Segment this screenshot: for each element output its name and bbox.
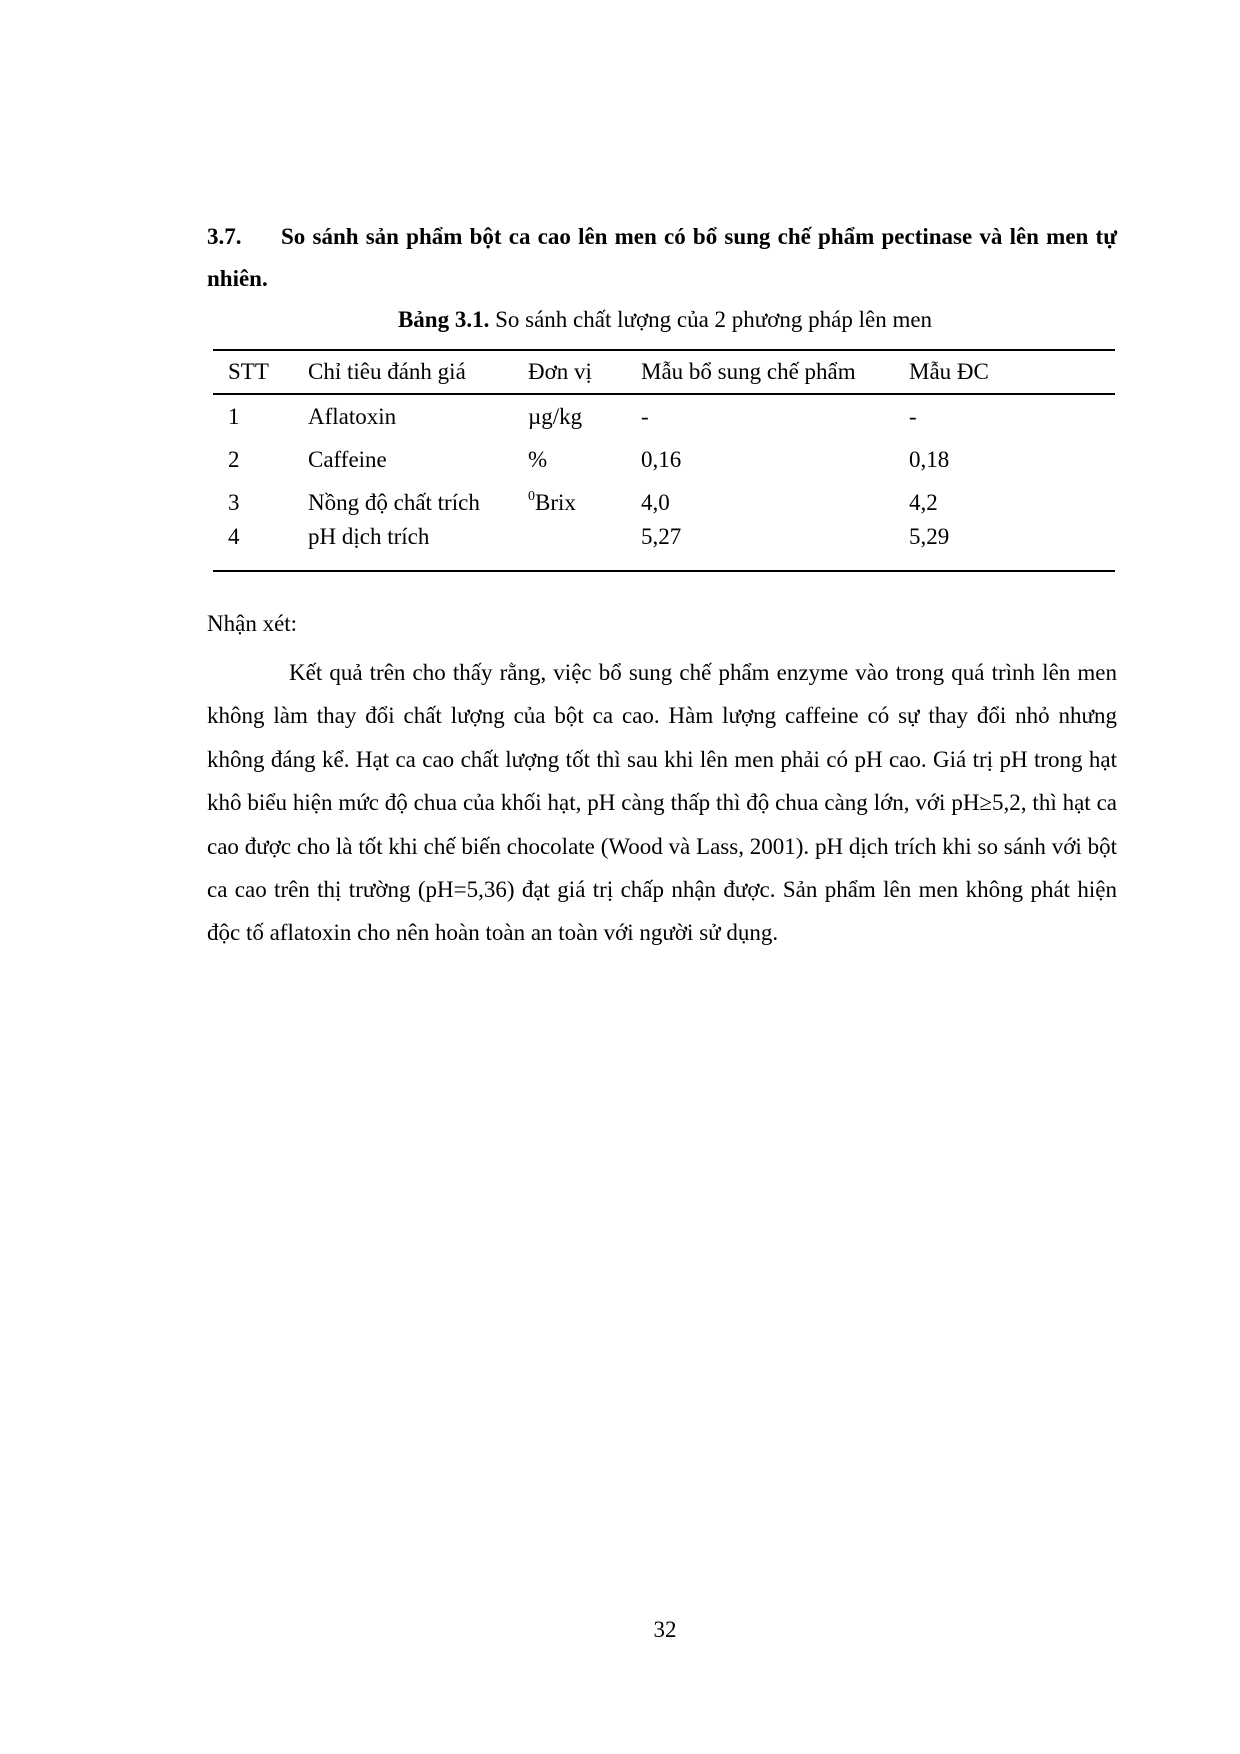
cell-control: 0,18 [909,446,950,472]
table-header-row [213,350,1115,394]
cell-unit [528,524,641,571]
section-title: So sánh sản phẩm bột ca cao lên men có bổ sung chế phẩm pectinase và lên men tự nhiên. [207,224,1117,291]
cell-sample: 4,0 [641,489,670,515]
table-row [213,524,1115,571]
table-row [213,394,1115,438]
cell-control: 4,2 [909,489,938,515]
cell-unit-text: % [528,446,548,472]
cell-unit [528,438,641,481]
cell-criterion: Aflatoxin [308,403,397,429]
cell-criterion: Nồng độ chất trích [308,489,480,515]
comparison-table [213,349,1115,572]
cell-unit [528,481,641,524]
remark-label: Nhận xét: [207,611,298,636]
table-caption-label: Bảng 3.1. [397,307,490,332]
header-sample: Mẫu bổ sung chế phẩm [641,350,909,394]
header-stt: STT [213,350,308,394]
cell-unit [528,394,641,438]
cell-criterion: pH dịch trích [308,524,528,571]
cell-sample: 0,16 [641,446,682,472]
cell-control: - [909,403,917,429]
table-caption-text: So sánh chất lượng của 2 phương pháp lên men [489,307,933,332]
cell-sample: 5,27 [641,524,909,571]
cell-criterion: Caffeine [308,446,387,472]
header-criterion: Chỉ tiêu đánh giá [308,350,528,394]
cell-unit-text: Brix [535,489,576,515]
remark-paragraph: Kết quả trên cho thấy rằng, việc bổ sung chế phẩm enzyme vào trong quá trình lên men không làm thay đổi chất lượng của bột ca cao. Hàm lượng caffeine có sự thay đổi nhỏ nhưng không đáng kể. Hạt ca cao chất lượng tốt thì sau khi lên men phải có pH cao. Giá trị pH trong hạt khô biểu hiện mức độ chua của khối hạt, pH càng thấp thì độ chua càng lớn, với pH≥5,2, thì hạt ca cao được cho là tốt khi chế biến chocolate (Wood và Lass, 2001). pH dịch trích khi so sánh với bột ca cao trên thị trường (pH=5,36) đạt giá trị chấp nhận được. Sản phẩm lên men không phát hiện độc tố aflatoxin cho nên hoàn toàn an toàn với người sử dụng. [207,660,1117,946]
cell-stt: 4 [213,524,308,571]
cell-stt: 2 [228,446,240,472]
cell-stt: 3 [228,489,240,515]
cell-stt: 1 [228,403,240,429]
table-row [213,481,1115,524]
header-control: Mẫu ĐC [909,350,1115,394]
page-number: 32 [653,1617,677,1642]
table-row [213,438,1115,481]
section-heading [207,216,1117,300]
cell-unit-text: µg/kg [528,403,583,429]
table-caption [0,304,1240,336]
cell-control: 5,29 [909,524,1115,571]
section-number: 3.7. [207,224,242,249]
cell-sample: - [641,403,649,429]
cell-unit-sup: 0 [528,488,535,504]
header-unit: Đơn vị [528,350,641,394]
comparison-table-wrapper [213,349,1115,572]
